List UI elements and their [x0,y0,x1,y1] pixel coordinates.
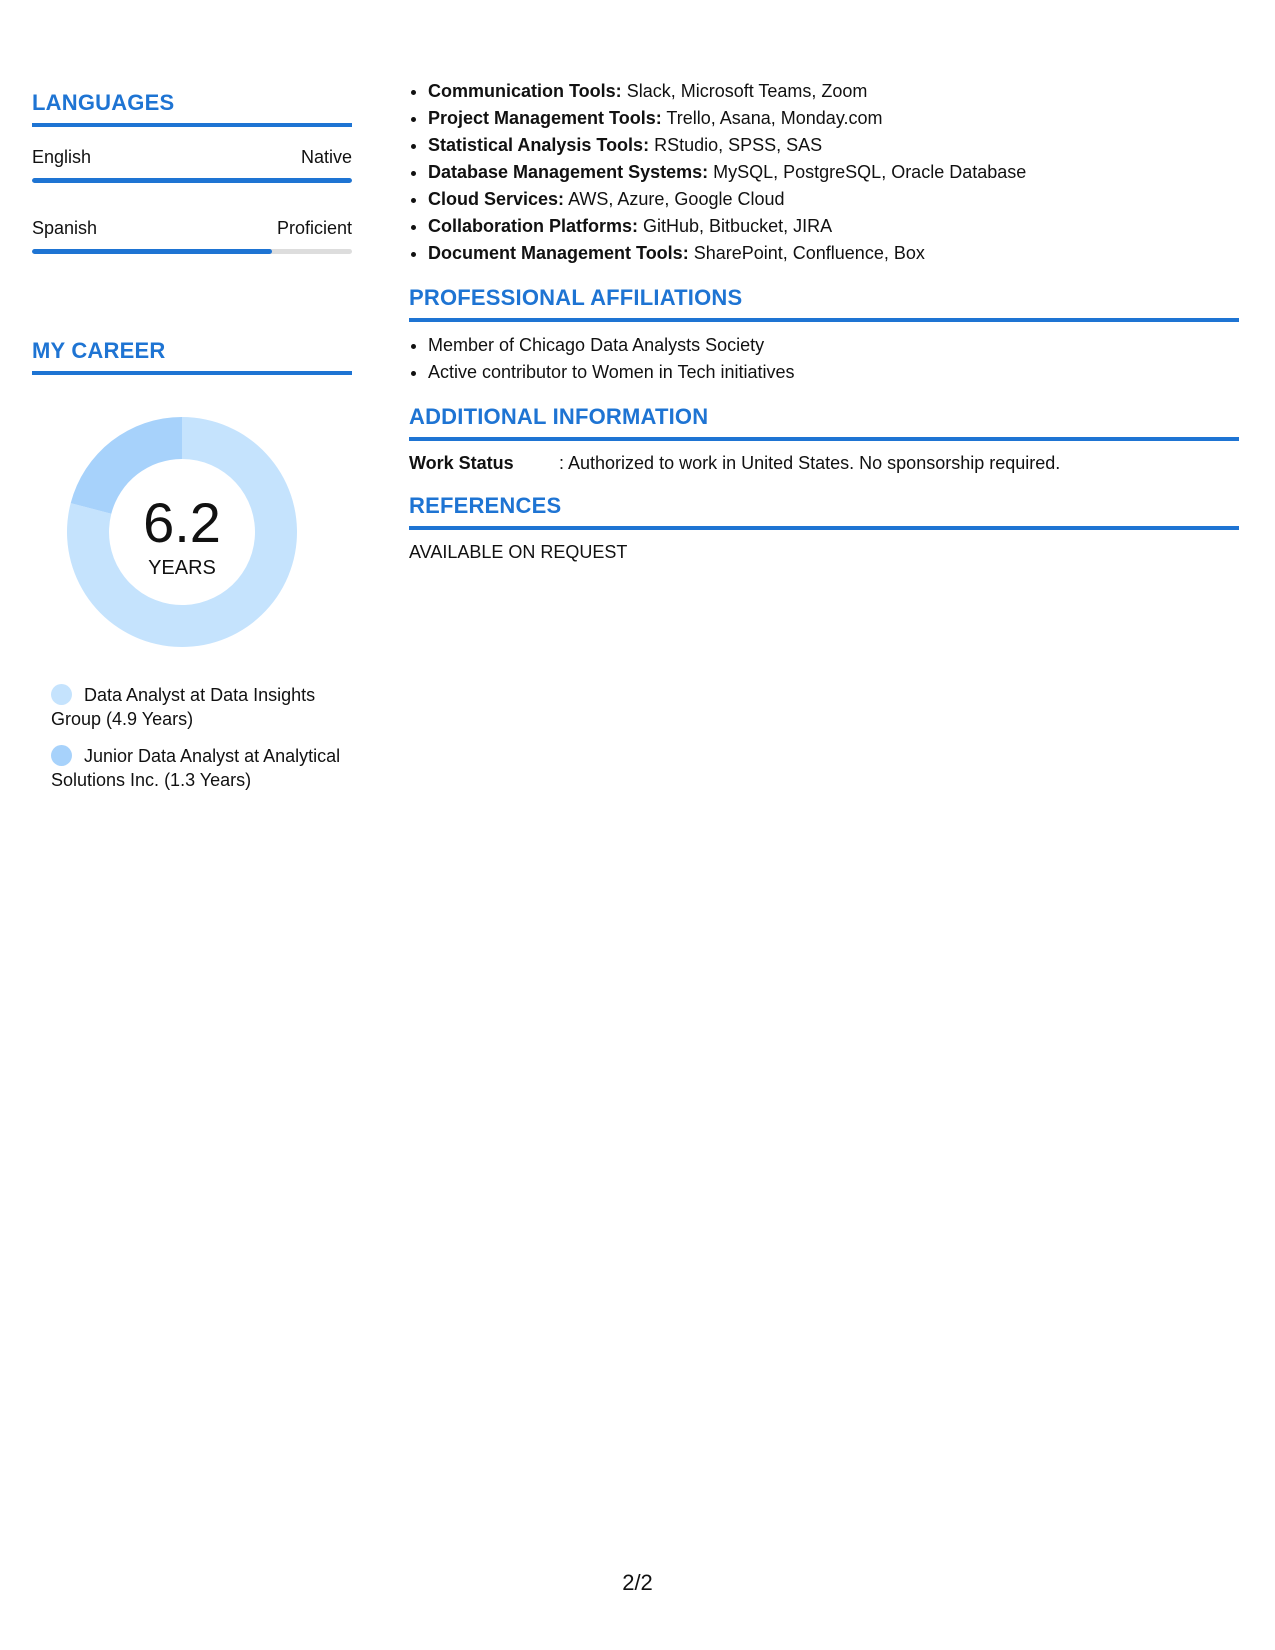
legend-dot-icon [51,745,72,766]
affiliations-list [409,332,1239,386]
career-legend [32,683,341,792]
list-item: • Database Management Systems: MySQL, PostgreSQL, Oracle Database [428,159,1239,186]
career-section [32,338,352,792]
languages-title: LANGUAGES [32,90,352,127]
references-text: AVAILABLE ON REQUEST [409,542,628,562]
work-status-label: Work Status [409,453,514,473]
career-total-unit: YEARS [148,557,216,579]
language-level-bar [32,249,352,254]
legend-item [51,744,341,792]
language-level-fill [32,178,352,183]
list-item: • Cloud Services: AWS, Azure, Google Cloud [428,186,1239,213]
page-number: 2/2 [622,1570,653,1595]
tools-list [409,78,1239,267]
work-status-row [409,451,1239,475]
legend-label: Junior Data Analyst at Analytical Solutions Inc. (1.3 Years) [51,746,341,790]
work-status-value: : Authorized to work in United States. No sponsorship required. [559,453,1061,473]
language-level: Proficient [276,218,352,238]
list-item: • Project Management Tools: Trello, Asana, Monday.com [428,105,1239,132]
left-column [32,90,352,805]
list-item: • Statistical Analysis Tools: RStudio, SPSS, SAS [428,132,1239,159]
legend-item [51,683,341,731]
list-item: • Document Management Tools: SharePoint, Confluence, Box [428,240,1239,267]
list-item: • Communication Tools: Slack, Microsoft Teams, Zoom [428,78,1239,105]
language-level-bar [32,178,352,183]
additional-info-title: ADDITIONAL INFORMATION [409,404,1239,441]
language-level-fill [32,249,272,254]
language-item [32,218,352,254]
language-name: Spanish [32,218,98,238]
language-item [32,147,352,183]
list-item: • Active contributor to Women in Tech initiatives [428,359,1239,386]
list-item: • Member of Chicago Data Analysts Society [428,332,1239,359]
right-column [409,78,1239,563]
legend-dot-icon [51,684,72,705]
affiliations-title: PROFESSIONAL AFFILIATIONS [409,285,1239,322]
references-title: REFERENCES [409,493,1239,530]
languages-section [32,90,352,254]
career-title: MY CAREER [32,338,352,375]
career-total-years: 6.2 [143,491,221,554]
language-level: Native [300,147,352,167]
legend-label: Data Analyst at Data Insights Group (4.9 Years) [51,685,316,729]
list-item: • Collaboration Platforms: GitHub, Bitbucket, JIRA [428,213,1239,240]
career-donut-chart [67,417,297,647]
language-name: English [32,147,92,167]
